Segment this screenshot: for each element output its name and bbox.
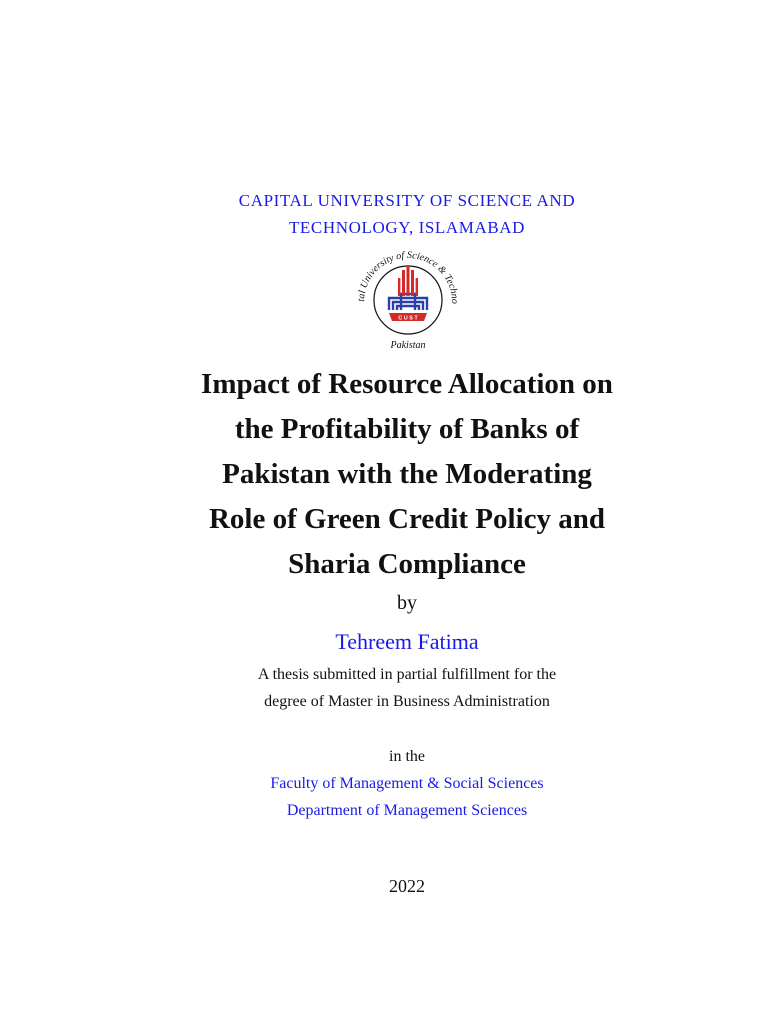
university-name-line2: TECHNOLOGY, ISLAMABAD: [288, 218, 526, 237]
svg-text:Pakistan: Pakistan: [390, 340, 426, 351]
thesis-statement-line2: degree of Master in Business Administration: [264, 693, 550, 710]
university-name-line1: CAPITAL UNIVERSITY OF SCIENCE AND: [238, 191, 576, 210]
thesis-title-line: Role of Green Credit Policy and: [208, 503, 606, 535]
university-name: [0, 187, 768, 241]
department-name: Department of Management Sciences: [286, 802, 528, 819]
cust-seal-icon: [349, 240, 467, 352]
thesis-title-line: Impact of Resource Allocation on: [201, 368, 613, 400]
faculty-department: [0, 770, 768, 824]
thesis-statement: [0, 661, 768, 715]
thesis-title-line: the Profitability of Banks of: [234, 413, 580, 445]
in-the-label: in the: [389, 748, 425, 765]
by-label: by: [397, 592, 417, 614]
svg-text:Capital University of Science: tal University of Science & Techno: [355, 249, 461, 304]
svg-text:C U S T: C U S T: [398, 315, 418, 322]
faculty-name: Faculty of Management & Social Sciences: [270, 775, 544, 792]
university-logo: [349, 240, 467, 352]
thesis-title-line: Sharia Compliance: [288, 548, 526, 580]
thesis-statement-line1: A thesis submitted in partial fulfillment for the: [257, 666, 557, 683]
year: 2022: [389, 876, 425, 896]
author-name: Tehreem Fatima: [335, 629, 479, 654]
thesis-title-line: Pakistan with the Moderating: [222, 458, 592, 490]
thesis-title: [0, 362, 768, 587]
